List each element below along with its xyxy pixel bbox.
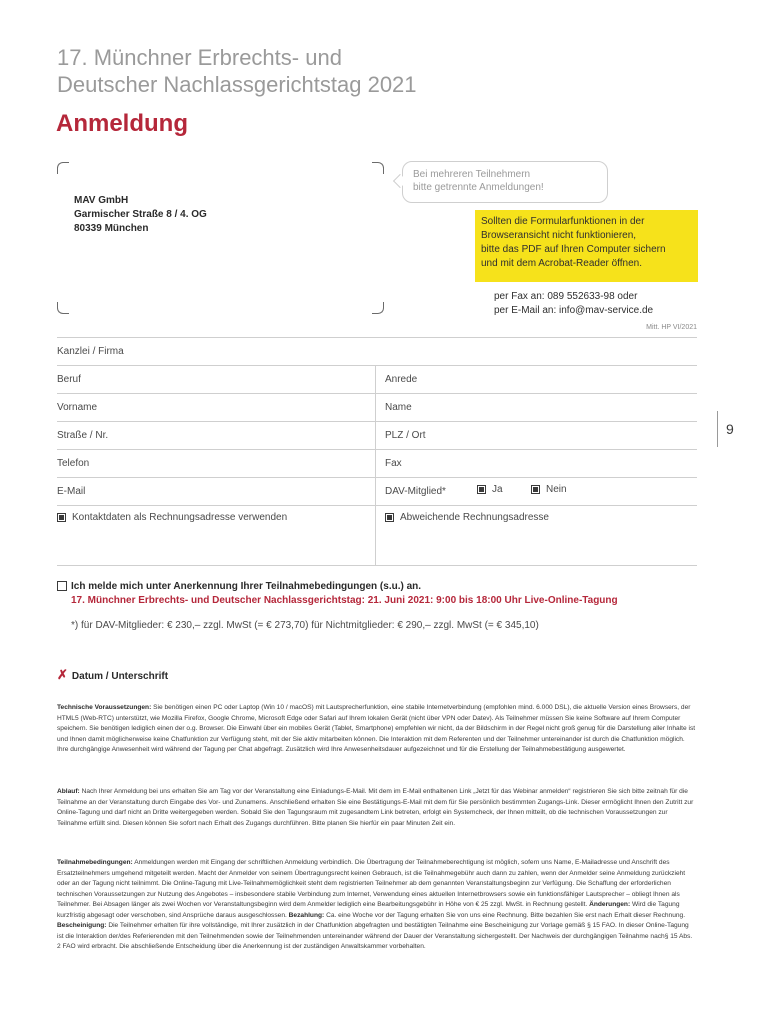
use-contact-as-billing-option[interactable] <box>57 512 287 523</box>
tech-requirements-paragraph <box>57 703 697 756</box>
plz-field[interactable]: PLZ / Ort <box>385 430 426 441</box>
recipient-address <box>74 194 207 236</box>
form-code: Mitt. HP VI/2021 <box>646 324 697 331</box>
event-date-line: 17. Münchner Erbrechts- und Deutscher Nachlassgerichtstag: 21. Juni 2021: 9:00 bis 18:00 Uhr Live-Online-Tagung <box>71 595 618 606</box>
certificate-label: Bescheinigung: <box>57 922 107 929</box>
payment-label: Bezahlung: <box>288 911 325 919</box>
dav-no-checkbox[interactable] <box>531 485 540 494</box>
form-row-beruf <box>57 365 697 393</box>
form-row-email <box>57 477 697 505</box>
corner-mark-bottom-left <box>57 302 69 314</box>
payment-text: Ca. eine Woche vor der Tagung erhalten Sie von uns eine Rechnung. Bitte bezahlen Sie erst nach Erhalt dieser Rechnung. <box>326 911 686 919</box>
address-line2: Garmischer Straße 8 / 4. OG <box>74 209 207 220</box>
dav-yes-checkbox[interactable] <box>477 485 486 494</box>
different-billing-address-label: Abweichende Rechnungsadresse <box>400 512 549 523</box>
page-heading: Anmeldung <box>56 110 188 137</box>
different-billing-address-checkbox[interactable] <box>385 513 394 522</box>
conditions-text: Anmeldungen werden mit Eingang der schriftlichen Anmeldung verbindlich. Die Übertragung der Teilnahmeberechtigung ist möglich, sofern uns Name, E-Mailadresse und Anschrift des Ersatzteilnehmers umgehend mitgeteilt werden. Macht der Anmelder von seinem Übertragungsrecht keinen Gebrauch, ist die Teilnahmegebühr auch dann zu zahlen, wenn der Anmelder seine Anmeldung zurückzieht oder an der Tagung nicht teilnimmt. Die Online-Tagung mit Live-Teilnahmemöglichkeit steht dem registrierten Teilnehmer ab dem genannten Veranstaltungsbeginn zur Verfügung. Die Schaffung der erforderlichen technischen Voraussetzungen zur Nutzung des Angebotes – insbesondere stabile Verbindung zum Internet, Verwendung eines aktuellen Internetbrowsers sowie ein funktionsfähiger Lautsprecher – obliegt Ihnen als Teilnehmer. Bei Absagen länger als zwei Wochen vor Veranstaltungsbeginn wird dem Anmelder lediglich eine Bearbeitungsgebühr in Höhe von € 25 zzgl. MwSt. in Rechnung gestellt. <box>57 859 686 908</box>
name-field[interactable]: Name <box>385 402 412 413</box>
dav-no-label: Nein <box>546 484 567 495</box>
form-bottom-border <box>57 565 697 566</box>
conditions-label: Teilnahmebedingungen: <box>57 859 133 866</box>
corner-mark-top-left <box>57 162 69 174</box>
corner-mark-top-right <box>372 162 384 174</box>
warning-line1: Sollten die Formularfunktionen in der <box>481 216 645 227</box>
registration-confirmation <box>57 580 618 608</box>
registration-form <box>57 337 697 561</box>
warning-line4: und mit dem Acrobat-Reader öffnen. <box>481 258 643 269</box>
form-column-divider <box>375 365 376 566</box>
vorname-field[interactable]: Vorname <box>57 402 98 413</box>
corner-mark-bottom-right <box>372 302 384 314</box>
form-row-name <box>57 393 697 421</box>
changes-label: Änderungen: <box>589 901 631 908</box>
price-info: *) für DAV-Mitglieder: € 230,– zzgl. MwSt (= € 273,70) für Nichtmitglieder: € 290,– zzgl. MwSt (= € 345,10) <box>71 620 539 631</box>
procedure-text: Nach Ihrer Anmeldung bei uns erhalten Sie am Tag vor der Veranstaltung eine Einladungs-E-Mail. Mit dem im E-Mail enthaltenen Link „Jetzt für das Webinar anmelden“ registrieren Sie sich bitte zeitnah für die Teilnahme an der Veranstaltung durch Eingabe des Vor- und Zunamens. Anschließend erhalten Sie eine Bestätigungs-E-Mail mit dem für Sie persönlich bestimmten Zugangs-Link. Dieser ermöglicht Ihnen den Zutritt zur Online-Tagung und darf nicht an Dritte weitergegeben werden. Sobald Sie den Tagungsraum mit zugesandtem Link betreten, erfolgt ein Systemcheck, der Ihnen mitteilt, ob die technischen Voraussetzungen zur Teilnahme erfüllt sind. Diesen können Sie sofort nach Erhalt des Zugangs durchführen. Bitte planen Sie hierfür ein paar Minuten Zeit ein. <box>57 788 694 827</box>
note-line1: Bei mehreren Teilnehmern <box>413 169 531 180</box>
form-row-kanzlei <box>57 337 697 365</box>
form-function-warning <box>475 210 698 282</box>
telefon-field[interactable]: Telefon <box>57 458 90 469</box>
signature-mark-icon: ✗ <box>57 667 68 682</box>
multiple-participants-note <box>402 161 608 203</box>
dav-yes-option[interactable] <box>477 484 503 495</box>
dav-no-option[interactable] <box>531 484 567 495</box>
different-billing-address-option[interactable] <box>385 512 549 523</box>
conditions-paragraph <box>57 858 697 953</box>
beruf-field[interactable]: Beruf <box>57 374 81 385</box>
event-title-line2: Deutscher Nachlassgerichtstag 2021 <box>57 72 417 97</box>
procedure-label: Ablauf: <box>57 788 80 795</box>
tech-requirements-label: Technische Voraussetzungen: <box>57 704 152 711</box>
form-row-address <box>57 421 697 449</box>
address-line1: MAV GmbH <box>74 195 129 206</box>
use-contact-as-billing-label: Kontaktdaten als Rechnungsadresse verwenden <box>72 512 288 523</box>
changes-text: Wird die Tagung kurzfristig abgesagt oder verschoben, sind Ansprüche daraus ausgeschlossen. <box>57 901 680 919</box>
fax-line: per Fax an: 089 552633-98 oder <box>494 291 638 302</box>
note-line2: bitte getrennte Anmeldungen! <box>413 182 544 193</box>
anrede-field[interactable]: Anrede <box>385 374 418 385</box>
strasse-field[interactable]: Straße / Nr. <box>57 430 109 441</box>
event-title-line1: 17. Münchner Erbrechts- und <box>57 45 342 70</box>
form-row-billing <box>57 505 697 561</box>
page-number: 9 <box>717 411 734 447</box>
kanzlei-field[interactable]: Kanzlei / Firma <box>57 346 124 357</box>
signature-label: Datum / Unterschrift <box>71 671 169 682</box>
procedure-paragraph <box>57 787 697 829</box>
tech-requirements-text: Sie benötigen einen PC oder Laptop (Win 10 / macOS) mit Lautsprecherfunktion, eine stabile Internetverbindung (empfohlen mind. 6.000 DSL), die aktuelle Version eines Browsers, der HTML5 (Web-RTC) unterstützt, wie Mozilla Firefox, Google Chrome, Microsoft Edge oder Safari auf Ihrem lokalen Gerät (nicht über VPN oder Datev). Als Teilnehmer müssen Sie keine Software auf Ihrem Computer speichern. Sie benötigen lediglich einen der o.g. Browser. Die Einwahl über ein mobiles Gerät (Tablet, Smartphone) empfehlen wir nicht, da der Bildschirm in der Regel nicht groß genug für die Darstellung aller Inhalte ist und Ihnen damit möglicherweise keine Chatfunktion zur Verfügung steht, mit der Sie aktiv mitarbeiten können. Die Interaktion mit dem Referenten und der Teilnehmer untereinander ist durch die Chatfunktion möglich. Ihre durchgängige Anwesenheit wird während der Tagung per Chat abgefragt. Zusätzlich wird Ihre Anwesenheitsdauer aufgezeichnet und für die Erstellung der Teilnahmebestätigung ausgewertet. <box>57 704 696 753</box>
form-row-phone <box>57 449 697 477</box>
confirm-checkbox[interactable] <box>57 581 67 591</box>
address-line3: 80339 München <box>74 223 149 234</box>
use-contact-as-billing-checkbox[interactable] <box>57 513 66 522</box>
warning-line2: Browseransicht nicht funktionieren, <box>481 230 637 241</box>
warning-line3: bitte das PDF auf Ihren Computer sichern <box>481 244 666 255</box>
signature-field[interactable] <box>57 667 168 683</box>
certificate-text: Die Teilnehmer erhalten für ihre vollständige, mit Ihrer zusätzlich in der Chatfunktion abgefragten und bestätigten Teilnahme eine Bescheinigung zur Vorlage gemäß § 15 FAO. In dieser Online-Tagung ist die Interaktion der/des Referierenden mit den Teilnehmenden sowie der Teilnehmenden untereinander während der Dauer der Veranstaltung sichergestellt. Der Nachweis der durchgängigen Teilnahme nach§ 15 Abs. 2 FAO wird erbracht. Die abschließende Entscheidung über die Anerkennung ist der zuständigen Anwaltskammer vorbehalten. <box>57 922 693 950</box>
contact-info <box>494 290 653 318</box>
fax-field[interactable]: Fax <box>385 458 402 469</box>
confirm-statement: Ich melde mich unter Anerkennung Ihrer Teilnahmebedingungen (s.u.) an. <box>71 581 422 592</box>
event-title <box>57 44 417 98</box>
dav-yes-label: Ja <box>492 484 503 495</box>
email-line: per E-Mail an: info@mav-service.de <box>494 305 654 316</box>
dav-label: DAV-Mitglied* <box>385 486 446 497</box>
email-field[interactable]: E-Mail <box>57 486 86 497</box>
